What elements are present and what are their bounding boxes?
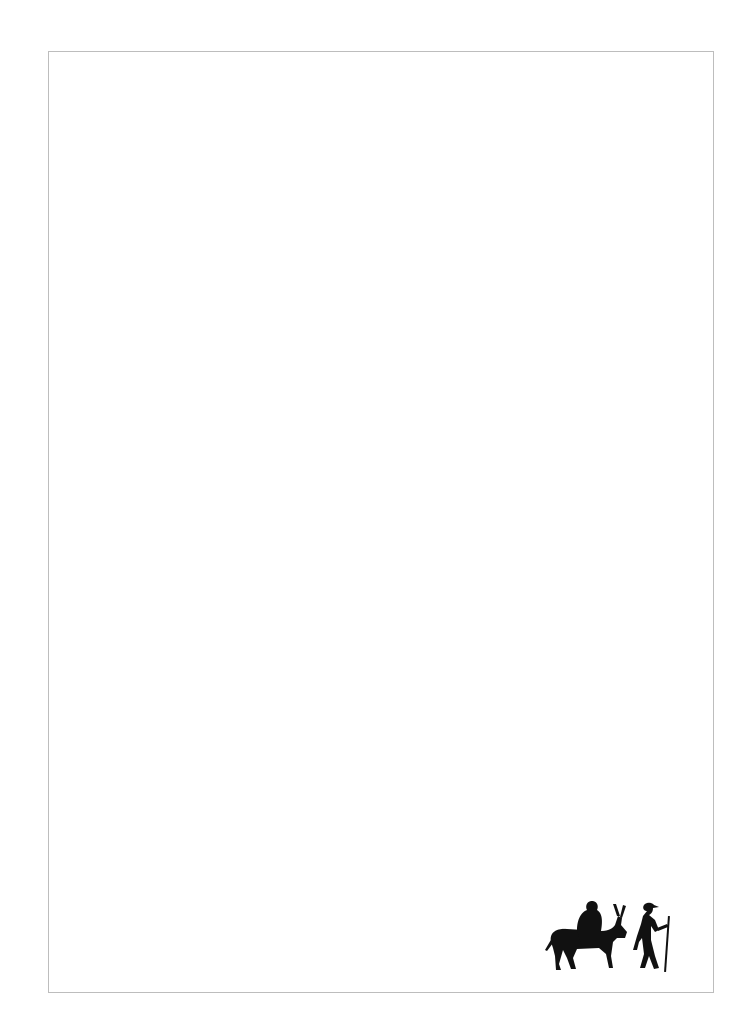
page-frame xyxy=(48,51,714,993)
donkey-rider-and-walker-silhouette-icon xyxy=(543,898,681,974)
poem-body xyxy=(102,64,662,88)
